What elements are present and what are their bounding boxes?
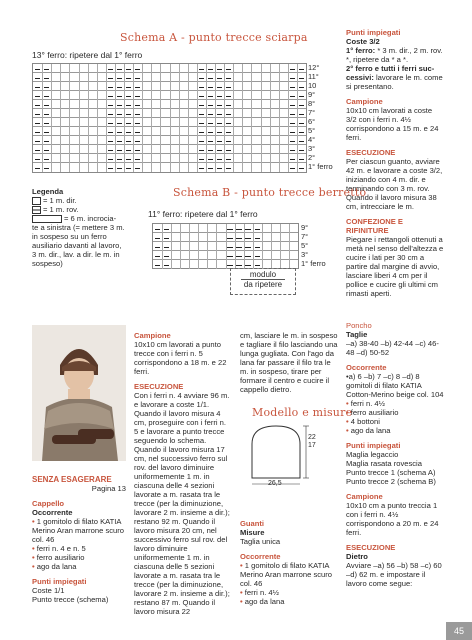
grid-column-line xyxy=(60,64,61,172)
row-number-label: 5° xyxy=(308,126,316,135)
hat-diagram: 22 17 26,5 xyxy=(242,422,340,490)
purl-mark xyxy=(126,168,131,169)
purl-mark xyxy=(199,150,204,151)
row-number-label: 7° xyxy=(308,108,316,117)
purl-mark xyxy=(217,159,222,160)
row-number-label: 2° xyxy=(308,153,316,162)
schema-a-note: 13° ferro: ripetere dal 1° ferro xyxy=(32,50,143,60)
purl-mark xyxy=(255,256,260,257)
purl-mark xyxy=(199,114,204,115)
purl-mark xyxy=(217,96,222,97)
purl-mark xyxy=(35,132,40,133)
purl-mark xyxy=(35,87,40,88)
purl-mark xyxy=(126,105,131,106)
schema-a-title: Schema A - punto trecce sciarpa xyxy=(120,31,308,44)
purl-mark xyxy=(226,123,231,124)
purl-mark xyxy=(164,265,169,266)
purl-mark xyxy=(226,105,231,106)
purl-mark xyxy=(108,105,113,106)
hat-instructions-continued: Campione 10x10 cm lavorati a punto trecce con i ferri n. 5 corrispondono a 18 m. e 22 ferri. ESECUZIONE Con i ferri n. 4 avviare 96 m. e lavorare a coste 1/1. Quando il lavoro misura 4 cm, proseguire con i ferri n. 5 e lavorare a punto trecce seguendo lo schema. Quando il lavoro misura 17 cm, nel successivo ferro sul rov. del lavoro diminuire uniformemente 1 m. in ciascuna delle 4 sezioni lavorate a m. rasata tra le trecce (per la diminuzione, lavorare 2 m. insieme a dir.); restano 92 m. Quando il lavoro misura 20 cm, nel successivo ferro sul rov. del lavoro diminuire uniformemente 1 m. in ciascuna delle 5 sezioni lavorate a m. rasata tra le trecce (per la diminuzione, lavorare 2 m. insieme a dir.); restano 87 m. Quando il lavoro misura 22 xyxy=(134,331,230,616)
purl-mark xyxy=(135,114,140,115)
grid-column-line xyxy=(270,64,271,172)
purl-mark xyxy=(155,256,160,257)
legend-item-knit: = 1 m. dir. xyxy=(32,196,127,205)
purl-mark xyxy=(108,132,113,133)
grid-column-line xyxy=(88,64,89,172)
purl-mark xyxy=(199,132,204,133)
purl-mark xyxy=(290,150,295,151)
purl-mark xyxy=(135,96,140,97)
purl-mark xyxy=(299,150,304,151)
purl-mark xyxy=(199,168,204,169)
grid-column-line xyxy=(206,64,207,172)
purl-mark xyxy=(208,123,213,124)
purl-mark xyxy=(299,87,304,88)
purl-mark xyxy=(35,96,40,97)
purl-mark xyxy=(226,150,231,151)
purl-mark xyxy=(44,78,49,79)
purl-mark xyxy=(208,132,213,133)
purl-mark xyxy=(135,168,140,169)
purl-mark xyxy=(117,132,122,133)
modello-misure-title: Modello e misure xyxy=(252,406,353,419)
purl-mark xyxy=(108,69,113,70)
row-number-label: 1° ferro xyxy=(308,162,333,171)
schema-b-note: 11° ferro: ripetere dal 1° ferro xyxy=(148,209,258,219)
heading-esecuzione: ESECUZIONE xyxy=(346,148,396,157)
purl-mark xyxy=(117,168,122,169)
row-number-label: 1° ferro xyxy=(301,259,326,268)
hat-finishing: cm, lasciare le m. in sospeso e tagliare il filo lasciando una lunga gugliata. Con l'ago da lana far passare il filo tra le m. in sospeso, tirare per formare il centro e cucire il cappello dietro. xyxy=(240,331,338,394)
grid-column-line xyxy=(288,64,289,172)
purl-mark xyxy=(217,78,222,79)
row-number-label: 3° xyxy=(308,144,316,153)
legend-title: Legenda xyxy=(32,187,64,196)
purl-mark xyxy=(299,168,304,169)
purl-mark xyxy=(44,132,49,133)
legend-desc: te a sinistra (= mettere 3 m. in sospeso su un ferro ausiliario davanti al lavoro, 3 m. dir., lav. a dir. le m. in sospeso) xyxy=(32,223,125,268)
purl-mark xyxy=(299,159,304,160)
purl-mark xyxy=(155,238,160,239)
purl-mark xyxy=(226,114,231,115)
purl-mark xyxy=(126,141,131,142)
purl-mark xyxy=(227,229,232,230)
purl-mark xyxy=(226,87,231,88)
purl-mark xyxy=(245,256,250,257)
grid-column-line xyxy=(160,64,161,172)
row-number-label: 6° xyxy=(308,117,316,126)
grid-column-line xyxy=(133,64,134,172)
grid-column-line xyxy=(171,224,172,269)
purl-mark xyxy=(299,78,304,79)
purl-mark xyxy=(135,159,140,160)
poncho-title: Poncho xyxy=(346,321,372,330)
purl-mark xyxy=(108,114,113,115)
grid-column-line xyxy=(115,64,116,172)
purl-mark xyxy=(299,69,304,70)
purl-mark xyxy=(208,78,213,79)
purl-mark xyxy=(255,238,260,239)
purl-mark xyxy=(135,132,140,133)
purl-mark xyxy=(236,229,241,230)
schema-b-row-labels xyxy=(301,223,341,273)
purl-mark xyxy=(299,141,304,142)
row-number-label: 9° xyxy=(308,90,316,99)
purl-mark xyxy=(135,87,140,88)
schema-a-row-labels xyxy=(308,63,348,173)
purl-mark xyxy=(208,168,213,169)
purl-mark xyxy=(217,168,222,169)
purl-mark xyxy=(217,87,222,88)
purl-mark xyxy=(117,159,122,160)
grid-column-line xyxy=(51,64,52,172)
purl-mark xyxy=(117,141,122,142)
purl-mark xyxy=(245,247,250,248)
purl-mark xyxy=(35,150,40,151)
purl-mark xyxy=(135,69,140,70)
grid-column-line xyxy=(69,64,70,172)
purl-mark xyxy=(35,123,40,124)
purl-mark xyxy=(227,247,232,248)
grid-column-line xyxy=(189,224,190,269)
row-number-label: 11° xyxy=(308,72,319,81)
purl-mark xyxy=(290,123,295,124)
purl-mark xyxy=(126,87,131,88)
purl-mark xyxy=(117,96,122,97)
purl-mark xyxy=(290,87,295,88)
purl-mark xyxy=(44,150,49,151)
row-number-label: 4° xyxy=(308,135,316,144)
grid-column-line xyxy=(179,64,180,172)
purl-mark xyxy=(35,141,40,142)
heading-confezione: CONFEZIONE E RIFINITURE xyxy=(346,217,403,235)
gloves-instructions: Punti impiegati Coste 3/2 1° ferro: * 3 m. dir., 2 m. rov. *, ripetere da * a *. 2° ferro e tutti i ferri suc-cessivi: lavorare le m. come si presentano. Campione 10x10 cm lavorati a coste 3/2 con i ferri n. 4½ corrispondono a 15 m. e 24 ferri. ESECUZIONE Per ciascun guanto, avviare 42 m. e lavorare a coste 3/2, iniziando con 4 m. dir. e terminando con 3 m. rov. Quando il lavoro misura 38 cm, intrecciare le m. CONFEZIONE E RIFINITURE Piegare i rettangoli ottenuti a metà nel senso dell'altezza e cucire i lati per 30 cm a partire dal margine di avvio, lasciare liberi 4 cm per il pollice e cucire gli ultimi cm rimasti aperti. xyxy=(346,28,444,298)
purl-mark xyxy=(117,78,122,79)
purl-mark xyxy=(135,78,140,79)
purl-mark xyxy=(117,150,122,151)
purl-mark xyxy=(217,105,222,106)
grid-column-line xyxy=(224,64,225,172)
purl-mark xyxy=(290,141,295,142)
purl-mark xyxy=(299,114,304,115)
purl-mark xyxy=(217,123,222,124)
grid-column-line xyxy=(124,64,125,172)
purl-mark xyxy=(227,265,232,266)
grid-column-line xyxy=(261,64,262,172)
purl-mark xyxy=(126,150,131,151)
purl-mark xyxy=(44,69,49,70)
purl-mark xyxy=(117,69,122,70)
purl-mark xyxy=(199,96,204,97)
grid-column-line xyxy=(280,224,281,269)
purl-mark xyxy=(44,105,49,106)
purl-mark xyxy=(236,256,241,257)
purl-mark xyxy=(44,114,49,115)
grid-column-line xyxy=(289,224,290,269)
purl-mark xyxy=(35,69,40,70)
purl-mark xyxy=(226,69,231,70)
purl-mark xyxy=(217,150,222,151)
grid-column-line xyxy=(197,64,198,172)
purl-mark xyxy=(108,141,113,142)
row-number-label: 10 xyxy=(308,81,317,90)
purl-mark xyxy=(226,159,231,160)
cable-symbol-icon xyxy=(32,215,62,223)
model-photo xyxy=(32,325,126,461)
purl-mark xyxy=(226,168,231,169)
purl-mark xyxy=(199,159,204,160)
purl-mark xyxy=(108,96,113,97)
purl-mark xyxy=(126,132,131,133)
module-label: modulo da ripetere xyxy=(230,268,296,295)
purl-mark xyxy=(290,69,295,70)
purl-mark xyxy=(35,159,40,160)
purl-mark xyxy=(199,78,204,79)
purl-mark xyxy=(290,78,295,79)
page-number: 45 xyxy=(446,622,472,640)
purl-mark xyxy=(226,141,231,142)
purl-mark xyxy=(108,87,113,88)
grid-column-line xyxy=(106,64,107,172)
purl-mark xyxy=(117,123,122,124)
purl-mark xyxy=(208,96,213,97)
row-number-label: 9° xyxy=(301,223,309,232)
row-number-label: 8° xyxy=(308,99,316,108)
purl-mark xyxy=(226,96,231,97)
purl-mark xyxy=(227,256,232,257)
row-number-label: 3° xyxy=(301,250,309,259)
purl-mark xyxy=(126,78,131,79)
purl-mark xyxy=(164,247,169,248)
schema-a-chart xyxy=(32,63,307,173)
purl-mark xyxy=(35,168,40,169)
purl-mark xyxy=(135,105,140,106)
purl-mark xyxy=(44,87,49,88)
purl-mark xyxy=(108,150,113,151)
purl-mark xyxy=(236,238,241,239)
grid-column-line xyxy=(279,64,280,172)
purl-mark xyxy=(208,69,213,70)
purl-mark xyxy=(226,78,231,79)
grid-column-line xyxy=(42,64,43,172)
legend-item-purl: = 1 m. rov. xyxy=(32,205,127,214)
purl-mark xyxy=(44,96,49,97)
purl-mark xyxy=(35,78,40,79)
purl-mark xyxy=(199,87,204,88)
purl-mark xyxy=(236,265,241,266)
purl-mark xyxy=(217,141,222,142)
grid-column-line xyxy=(262,224,263,269)
row-number-label: 12° xyxy=(308,63,320,72)
purl-mark xyxy=(126,159,131,160)
purl-mark xyxy=(226,132,231,133)
purl-mark xyxy=(155,247,160,248)
purl-mark xyxy=(155,229,160,230)
purl-mark xyxy=(255,265,260,266)
purl-mark xyxy=(117,87,122,88)
schema-b-title: Schema B - punto trecce berretto xyxy=(173,186,367,199)
legend xyxy=(32,187,127,268)
gloves-header: Guanti Misure Taglia unica Occorrente • 1 gomitolo di filato KATIA Merino Aran marrone scuro col. 46 • ferri n. 4½ • ago da lana xyxy=(240,519,338,606)
purl-mark xyxy=(108,78,113,79)
purl-mark xyxy=(126,114,131,115)
legend-item-cable: = 6 m. incrocia- xyxy=(32,214,127,223)
purl-mark xyxy=(135,141,140,142)
purl-mark xyxy=(44,159,49,160)
grid-column-line xyxy=(151,64,152,172)
grid-column-line xyxy=(216,224,217,269)
grid-column-line xyxy=(271,224,272,269)
grid-column-line xyxy=(180,224,181,269)
purl-mark xyxy=(108,159,113,160)
grid-column-line xyxy=(251,64,252,172)
purl-mark xyxy=(255,247,260,248)
purl-mark xyxy=(199,141,204,142)
purl-mark xyxy=(135,123,140,124)
grid-column-line xyxy=(188,64,189,172)
purl-mark xyxy=(208,105,213,106)
schema-b-chart xyxy=(152,223,299,269)
purl-mark xyxy=(44,168,49,169)
purl-mark xyxy=(290,96,295,97)
purl-mark xyxy=(126,123,131,124)
grid-column-line xyxy=(142,64,143,172)
purl-mark xyxy=(199,123,204,124)
purl-mark xyxy=(126,69,131,70)
purl-mark xyxy=(44,141,49,142)
grid-column-line xyxy=(207,224,208,269)
grid-column-line xyxy=(198,224,199,269)
grid-column-line xyxy=(242,64,243,172)
purl-mark xyxy=(299,105,304,106)
purl-mark xyxy=(208,159,213,160)
grid-column-line xyxy=(79,64,80,172)
purl-mark xyxy=(117,105,122,106)
row-number-label: 7° xyxy=(301,232,309,241)
purl-mark xyxy=(164,256,169,257)
purl-mark xyxy=(135,150,140,151)
purl-mark xyxy=(108,123,113,124)
purl-mark xyxy=(245,238,250,239)
purl-mark xyxy=(208,87,213,88)
purl-mark xyxy=(44,123,49,124)
purl-mark xyxy=(255,229,260,230)
purl-mark xyxy=(155,265,160,266)
purl-mark xyxy=(35,105,40,106)
purl-mark xyxy=(290,168,295,169)
purl-mark xyxy=(126,96,131,97)
purl-mark xyxy=(108,168,113,169)
purl-mark xyxy=(208,150,213,151)
purl-mark xyxy=(199,69,204,70)
purl-mark xyxy=(227,238,232,239)
purl-mark xyxy=(290,132,295,133)
purl-mark xyxy=(164,229,169,230)
purl-mark xyxy=(208,114,213,115)
heading-punti-impiegati: Punti impiegati xyxy=(346,28,401,37)
grid-column-line xyxy=(170,64,171,172)
purl-mark xyxy=(290,114,295,115)
purl-mark xyxy=(299,123,304,124)
purl-mark xyxy=(35,114,40,115)
purl-mark xyxy=(245,229,250,230)
hat-instructions: SENZA ESAGERARE Pagina 13 Cappello Occorrente • 1 gomitolo di filato KATIA Merino Aran marrone scuro col. 46 • ferri n. 4 e n. 5 • ferro ausiliario • ago da lana Punti impiegati Coste 1/1 Punto trecce (schema) xyxy=(32,475,126,604)
row-number-label: 5° xyxy=(301,241,309,250)
purl-symbol-icon xyxy=(32,206,41,214)
purl-mark xyxy=(236,247,241,248)
poncho-instructions: Poncho Taglie –a) 38-40 –b) 42-44 –c) 46-48 –d) 50-52 Occorrente •a) 6 –b) 7 –c) 8 –d) 8 gomitoli di filato KATIA Cotton-Merino beige col. 104 • ferri n. 4½ • ferro ausiliario • 4 bottoni • ago da lana Punti impiegati Maglia legaccio Maglia rasata rovescia Punto trecce 1 (schema A) Punto trecce 2 (schema B) Campione 10x10 cm a punto treccia 1 con i ferri n. 4½ corrispondono a 20 m. e 24 ferri. ESECUZIONE Dietro Avviare –a) 56 –b) 58 –c) 60 –d) 62 m. e impostare il lavoro come segue: xyxy=(346,321,444,588)
purl-mark xyxy=(117,114,122,115)
purl-mark xyxy=(290,159,295,160)
purl-mark xyxy=(208,141,213,142)
knit-symbol-icon xyxy=(32,197,41,205)
purl-mark xyxy=(217,114,222,115)
purl-mark xyxy=(299,132,304,133)
purl-mark xyxy=(199,105,204,106)
grid-column-line xyxy=(97,64,98,172)
purl-mark xyxy=(217,132,222,133)
purl-mark xyxy=(299,96,304,97)
grid-column-line xyxy=(233,64,234,172)
grid-column-line xyxy=(215,64,216,172)
purl-mark xyxy=(290,105,295,106)
purl-mark xyxy=(245,265,250,266)
heading-campione: Campione xyxy=(346,97,383,106)
grid-column-line xyxy=(297,64,298,172)
section-title: SENZA ESAGERARE xyxy=(32,475,112,484)
purl-mark xyxy=(164,238,169,239)
purl-mark xyxy=(217,69,222,70)
